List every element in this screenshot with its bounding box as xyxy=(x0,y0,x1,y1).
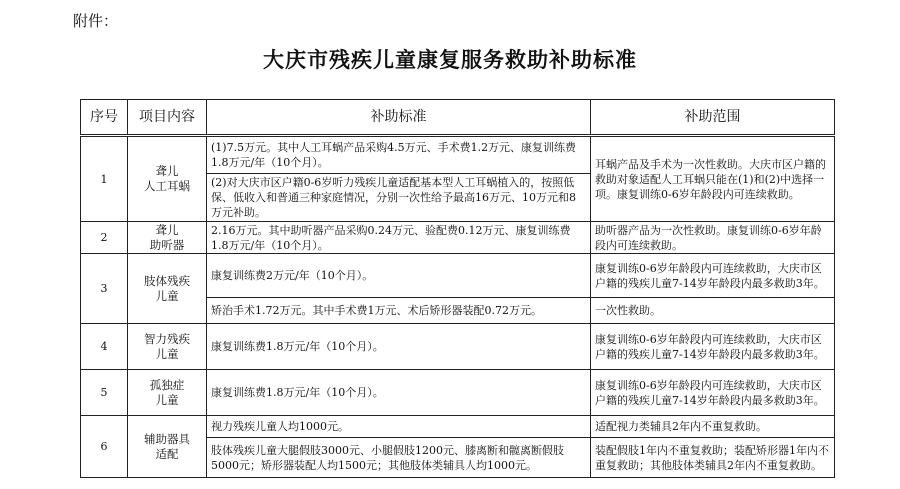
row-item xyxy=(128,416,207,478)
item-line1: 聋儿 xyxy=(155,222,179,237)
table-row xyxy=(81,324,835,370)
item-line2: 人工耳蜗 xyxy=(144,179,190,193)
row-scope: 适配视力类辅具2年内不重复救助。 xyxy=(591,416,835,438)
table-row xyxy=(81,136,835,174)
row-scope: 康复训练0-6岁年龄段内可连续救助，大庆市区户籍的残疾儿童7-14岁年龄段内最多救助3年。 xyxy=(591,254,835,298)
row-standard: 康复训练费1.8万元/年（10个月）。 xyxy=(207,324,591,370)
item-line1: 智力残疾 xyxy=(144,331,190,346)
row-seq: 3 xyxy=(81,254,128,324)
row-standard: (2)对大庆市区户籍0-6岁听力残疾儿童适配基本型人工耳蜗植入的，按照低保、低收入和普通三种家庭情况，分别一次性给予最高16万元、10万元和8万元补助。 xyxy=(207,174,591,222)
attachment-label: 附件： xyxy=(73,12,119,30)
item-line1: 肢体残疾 xyxy=(144,273,190,288)
row-item xyxy=(128,370,207,416)
row-item xyxy=(128,254,207,324)
header-seq: 序号 xyxy=(81,100,128,136)
row-standard: 视力残疾儿童人均1000元。 xyxy=(207,416,591,438)
row-item xyxy=(128,136,207,222)
row-standard: 矫治手术1.72万元。其中手术费1万元、术后矫形器装配0.72万元。 xyxy=(207,298,591,324)
row-scope: 一次性救助。 xyxy=(591,298,835,324)
row-item xyxy=(128,222,207,254)
row-seq: 5 xyxy=(81,370,128,416)
table-row xyxy=(81,416,835,438)
row-standard: 肢体残疾儿童大腿假肢3000元、小腿假肢1200元、膝离断和髋离断假肢5000元；矫形器装配人均1500元；其他肢体类辅具人均1000元。 xyxy=(207,438,591,478)
item-line2: 儿童 xyxy=(155,392,179,407)
table-row xyxy=(81,254,835,298)
row-standard: 2.16万元。其中助听器产品采购0.24万元、验配费0.12万元、康复训练费1.8万元/年（10个月）。 xyxy=(207,222,591,254)
table-header-row xyxy=(81,100,835,136)
row-standard: 康复训练费2万元/年（10个月）。 xyxy=(207,254,591,298)
item-line1: 孤独症 xyxy=(149,377,185,392)
item-line2: 儿童 xyxy=(155,346,179,361)
row-seq: 1 xyxy=(81,136,128,222)
row-scope: 助听器产品为一次性救助。康复训练0-6岁年龄段内可连续救助。 xyxy=(591,222,835,254)
subsidy-standards-table xyxy=(80,99,835,478)
header-item: 项目内容 xyxy=(128,100,207,136)
row-standard: 康复训练费1.8万元/年（10个月）。 xyxy=(207,370,591,416)
row-scope: 耳蜗产品及手术为一次性救助。大庆市区户籍的救助对象适配人工耳蜗只能在(1)和(2)中选择一项。康复训练0-6岁年龄段内可连续救助。 xyxy=(591,136,835,222)
table-row xyxy=(81,222,835,254)
item-line2: 助听器 xyxy=(149,237,185,252)
row-seq: 2 xyxy=(81,222,128,254)
item-line2: 适配 xyxy=(155,446,179,461)
row-seq: 4 xyxy=(81,324,128,370)
header-standard: 补助标准 xyxy=(207,100,591,136)
row-scope: 装配假肢1年内不重复救助；装配矫形器1年内不重复救助；其他肢体类辅具2年内不重复救助。 xyxy=(591,438,835,478)
header-scope: 补助范围 xyxy=(591,100,835,136)
row-scope: 康复训练0-6岁年龄段内可连续救助，大庆市区户籍的残疾儿童7-14岁年龄段内最多救助3年。 xyxy=(591,324,835,370)
row-scope: 康复训练0-6岁年龄段内可连续救助，大庆市区户籍的残疾儿童7-14岁年龄段内最多救助3年。 xyxy=(591,370,835,416)
item-line1: 辅助器具 xyxy=(144,431,190,446)
item-line1: 聋儿 xyxy=(155,164,179,178)
item-line2: 儿童 xyxy=(155,288,179,303)
row-standard: (1)7.5万元。其中人工耳蜗产品采购4.5万元、手术费1.2万元、康复训练费1.8万元/年（10个月）。 xyxy=(207,136,591,174)
table-row xyxy=(81,370,835,416)
row-item xyxy=(128,324,207,370)
row-seq: 6 xyxy=(81,416,128,478)
page-title: 大庆市残疾儿童康复服务救助补助标准 xyxy=(263,48,637,72)
